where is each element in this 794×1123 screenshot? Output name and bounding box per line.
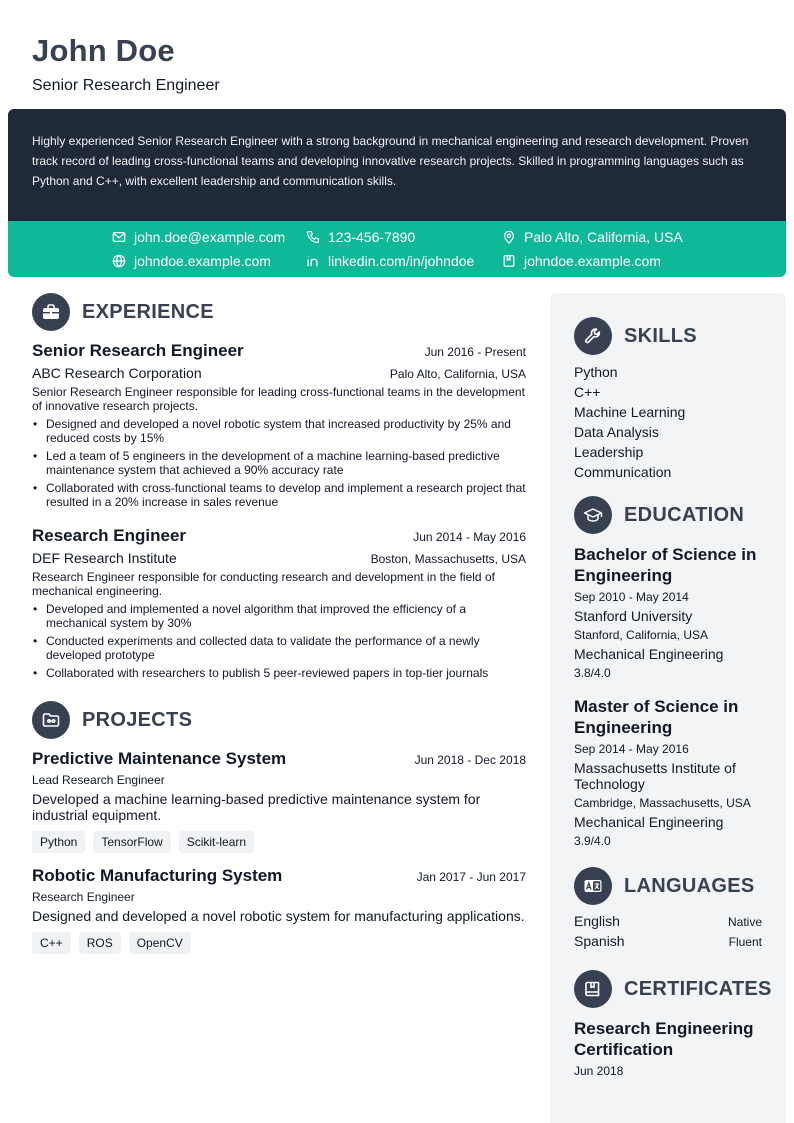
skills-header (574, 317, 697, 355)
section-icon-bg (32, 701, 70, 739)
contact-linkedin-text: linkedin.com/in/johndoe (328, 253, 475, 269)
education-school: Massachusetts Institute of Technology (574, 760, 736, 792)
book-icon (583, 979, 603, 999)
contact-location (502, 227, 683, 247)
job-location: Palo Alto, California, USA (389, 367, 526, 381)
contact-website-text: johndoe.example.com (134, 253, 271, 269)
experience-title: EXPERIENCE (82, 300, 214, 323)
skill-item: Machine Learning (574, 404, 686, 420)
education-school: Stanford University (574, 608, 693, 624)
experience-item (32, 526, 526, 684)
language-level: Native (727, 915, 762, 929)
section-icon-bg (574, 496, 612, 534)
project-item (32, 749, 526, 853)
job-title: Senior Research Engineer (32, 341, 244, 360)
experience-item (32, 341, 526, 513)
education-location: Stanford, California, USA (574, 628, 709, 642)
skill-item: C++ (574, 384, 601, 400)
education-item (574, 696, 770, 849)
resume-header (32, 32, 220, 96)
job-location: Boston, Massachusetts, USA (370, 552, 526, 566)
certificates-title: CERTIFICATES (624, 977, 772, 1000)
contact-bar (8, 221, 786, 277)
education-field: Mechanical Engineering (574, 646, 724, 662)
projects-header (32, 701, 192, 739)
language-level: Fluent (728, 935, 762, 949)
experience-header (32, 293, 214, 331)
job-dates: Jun 2014 - May 2016 (413, 530, 526, 544)
project-tag: Scikit-learn (179, 831, 254, 853)
translate-icon (583, 876, 603, 896)
contact-phone-text: 123-456-7890 (328, 229, 416, 245)
folder-icon (41, 710, 61, 730)
job-company: DEF Research Institute (32, 550, 177, 566)
job-bullet: • Collaborated with cross-functional teams to develop and implement a research project that resulted in a 20% increase in sales revenue (32, 481, 526, 509)
project-tag: ROS (79, 932, 121, 954)
education-location: Cambridge, Massachusetts, USA (574, 796, 751, 810)
contact-phone[interactable] (306, 227, 415, 247)
project-tag: OpenCV (129, 932, 191, 954)
certificate-item (574, 1018, 770, 1078)
project-tag: C++ (32, 932, 71, 954)
linkedin-icon (306, 254, 320, 268)
section-icon-bg (574, 970, 612, 1008)
job-title: Research Engineer (32, 526, 187, 545)
skill-item: Communication (574, 464, 672, 480)
contact-linkedin[interactable] (306, 251, 474, 271)
certificates-header (574, 970, 772, 1008)
job-bullet: • Led a team of 5 engineers in the development of a machine learning-based predictive maintenance system that achieved a 90% accuracy rate (32, 449, 526, 477)
education-degree: Bachelor of Science in Engineering (574, 545, 757, 585)
project-dates: Jan 2017 - Jun 2017 (416, 870, 526, 884)
job-bullets (32, 602, 526, 680)
project-role: Lead Research Engineer (32, 773, 165, 787)
mail-icon (112, 230, 126, 244)
job-bullet: • Designed and developed a novel robotic system that increased productivity by 25% and reduced costs by 15% (32, 417, 526, 445)
education-degree: Master of Science in Engineering (574, 697, 739, 737)
briefcase-icon (41, 302, 61, 322)
project-tags (32, 831, 526, 853)
skills-title: SKILLS (624, 324, 697, 347)
languages-title: LANGUAGES (624, 874, 755, 897)
education-gpa: 3.9/4.0 (574, 834, 611, 848)
map-pin-icon (502, 230, 516, 244)
education-field: Mechanical Engineering (574, 814, 724, 830)
project-tags (32, 932, 526, 954)
education-dates: Sep 2014 - May 2016 (574, 742, 689, 756)
job-bullets (32, 417, 526, 509)
project-title: Predictive Maintenance System (32, 749, 287, 768)
contact-location-text: Palo Alto, California, USA (524, 229, 683, 245)
skill-item: Data Analysis (574, 424, 659, 440)
contact-website[interactable] (112, 251, 271, 271)
job-bullet: • Developed and implemented a novel algorithm that improved the efficiency of a mechanical system by 30% (32, 602, 526, 630)
language-name: Spanish (574, 933, 625, 949)
job-description: Senior Research Engineer responsible for leading cross-functional teams in the development of innovative research projects. (32, 385, 525, 413)
project-tag: Python (32, 831, 85, 853)
education-title: EDUCATION (624, 503, 745, 526)
skill-item: Python (574, 364, 618, 380)
summary-text: Highly experienced Senior Research Engineer with a strong background in mechanical engineering and research development. Proven track record of leading cross-functional teams and developing innovative research projects. Skilled in programming languages such as Python and C++, with excellent leadership and communication skills. (32, 134, 749, 188)
contact-email-text: john.doe@example.com (134, 229, 286, 245)
person-name: John Doe (32, 33, 175, 68)
contact-portfolio[interactable] (502, 251, 661, 271)
projects-title: PROJECTS (82, 708, 193, 731)
project-tag: TensorFlow (93, 831, 170, 853)
summary-box (8, 109, 786, 221)
skills-list (574, 362, 685, 482)
section-icon-bg (32, 293, 70, 331)
education-dates: Sep 2010 - May 2014 (574, 590, 689, 604)
languages-header (574, 867, 754, 905)
person-title: Senior Research Engineer (32, 77, 220, 94)
phone-icon (306, 230, 320, 244)
globe-icon (112, 254, 126, 268)
job-description: Research Engineer responsible for conducting research and development in the field of mechanical engineering. (32, 570, 495, 598)
job-bullet: • Collaborated with researchers to publish 5 peer-reviewed papers in top-tier journals (32, 666, 526, 680)
education-gpa: 3.8/4.0 (574, 666, 611, 680)
language-item (574, 933, 762, 949)
project-title: Robotic Manufacturing System (32, 866, 283, 885)
wrench-icon (583, 326, 603, 346)
section-icon-bg (574, 317, 612, 355)
project-description: Developed a machine learning-based predictive maintenance system for industrial equipment. (32, 791, 481, 823)
skill-item: Leadership (574, 444, 644, 460)
project-description: Designed and developed a novel robotic system for manufacturing applications. (32, 908, 525, 924)
job-company: ABC Research Corporation (32, 365, 202, 381)
bookmark-icon (502, 254, 516, 268)
language-name: English (574, 913, 620, 929)
certificate-name: Research Engineering Certification (574, 1019, 754, 1059)
job-dates: Jun 2016 - Present (424, 345, 526, 359)
project-dates: Jun 2018 - Dec 2018 (414, 753, 526, 767)
project-item (32, 866, 526, 954)
contact-portfolio-text: johndoe.example.com (524, 253, 661, 269)
project-role: Research Engineer (32, 890, 135, 904)
section-icon-bg (574, 867, 612, 905)
education-header (574, 496, 744, 534)
language-item (574, 913, 762, 929)
contact-email[interactable] (112, 227, 285, 247)
graduation-cap-icon (583, 505, 603, 525)
education-item (574, 544, 770, 681)
job-bullet: • Conducted experiments and collected data to validate the performance of a newly developed prototype (32, 634, 526, 662)
certificate-date: Jun 2018 (574, 1064, 624, 1078)
